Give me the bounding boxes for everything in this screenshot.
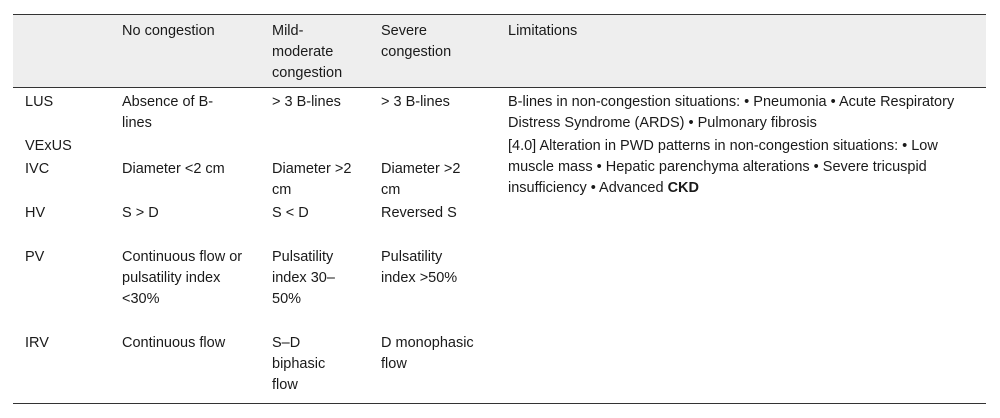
row-name-irv: IRV bbox=[25, 335, 49, 351]
header-limitations: Limitations bbox=[508, 23, 578, 39]
row-name-vexus: VExUS bbox=[25, 138, 72, 154]
header-no-congestion: No congestion bbox=[122, 23, 215, 39]
irv-severe: D monophasic flow bbox=[381, 335, 474, 372]
limitations-vexus bbox=[508, 136, 973, 199]
row-name-lus: LUS bbox=[25, 94, 54, 110]
pv-severe: Pulsatility index >50% bbox=[381, 249, 458, 286]
lus-mild: > 3 B-lines bbox=[272, 94, 341, 110]
limitations-vexus-text: [4.0] Alteration in PWD patterns in non-congestion situations: • Low muscle mass • Hepatic parenchyma alterations • Severe tricuspid insufficiency • Advanced bbox=[508, 138, 938, 196]
congestion-table bbox=[13, 14, 986, 404]
limitations-lus: B-lines in non-congestion situations: • Pneumonia • Acute Respiratory Distress Syndrome (ARDS) • Pulmonary fibrosis bbox=[508, 94, 955, 131]
limitations-vexus-bold: CKD bbox=[667, 180, 699, 196]
pv-no: Continuous flow or pulsatility index <30% bbox=[122, 249, 243, 307]
irv-mild: S–D biphasic flow bbox=[272, 335, 326, 393]
row-name-hv: HV bbox=[25, 205, 46, 221]
hv-no: S > D bbox=[122, 205, 159, 221]
hv-mild: S < D bbox=[272, 205, 309, 221]
ivc-mild: Diameter >2 cm bbox=[272, 161, 352, 198]
lus-no: Absence of B-lines bbox=[122, 94, 214, 131]
lus-severe: > 3 B-lines bbox=[381, 94, 450, 110]
pv-mild: Pulsatility index 30–50% bbox=[272, 249, 335, 307]
hv-severe: Reversed S bbox=[381, 205, 457, 221]
irv-no: Continuous flow bbox=[122, 335, 226, 351]
row-name-ivc: IVC bbox=[25, 161, 50, 177]
header-severe: Severe congestion bbox=[381, 23, 452, 60]
header-mild-moderate: Mild-moderate congestion bbox=[272, 23, 343, 81]
ivc-severe: Diameter >2 cm bbox=[381, 161, 461, 198]
ivc-no: Diameter <2 cm bbox=[122, 161, 225, 177]
row-name-pv: PV bbox=[25, 249, 45, 265]
